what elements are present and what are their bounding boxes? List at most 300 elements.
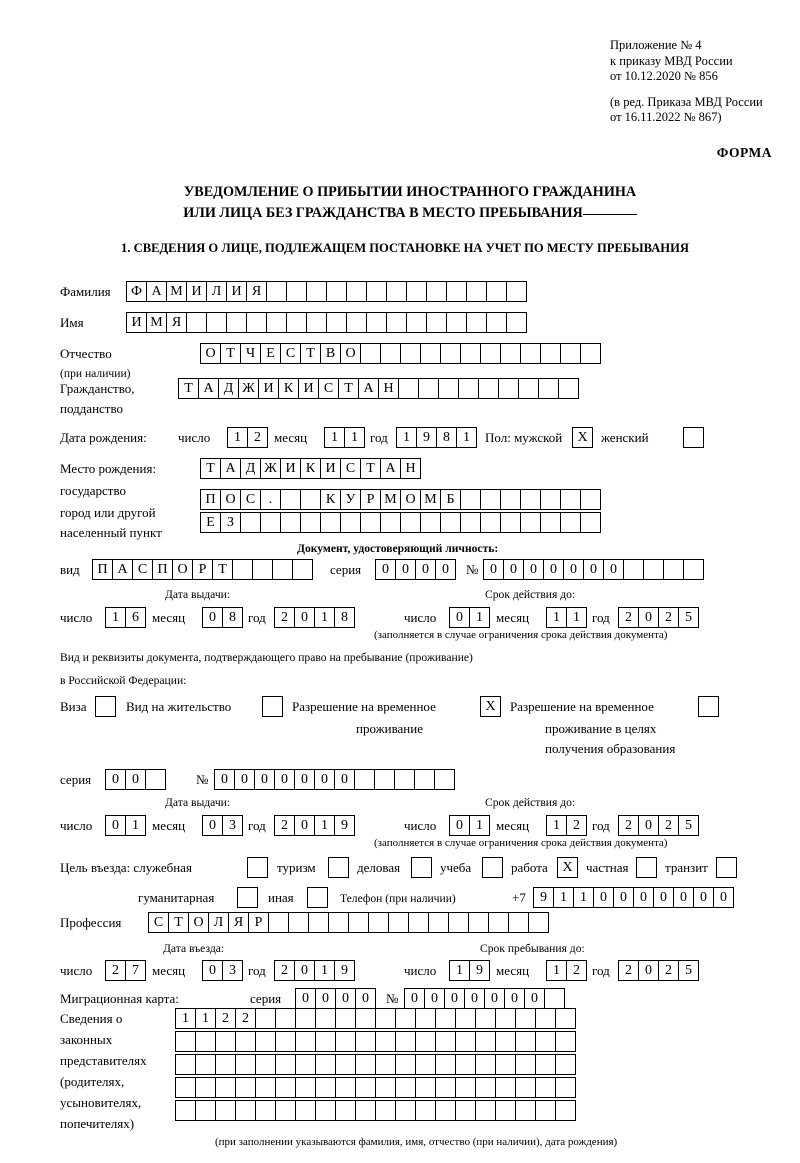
- form-cell[interactable]: 1: [456, 427, 477, 448]
- form-cell[interactable]: [306, 312, 327, 333]
- field-birthplace-city-line1[interactable]: [200, 489, 600, 510]
- form-cell[interactable]: М: [166, 281, 187, 302]
- form-cell[interactable]: [486, 281, 507, 302]
- field-doc-valid-day[interactable]: [449, 607, 489, 628]
- form-cell[interactable]: 0: [202, 960, 223, 981]
- form-cell[interactable]: 0: [295, 988, 316, 1009]
- form-cell[interactable]: [360, 512, 381, 533]
- form-cell[interactable]: 1: [469, 815, 490, 836]
- form-cell[interactable]: Р: [192, 559, 213, 580]
- form-cell[interactable]: 2: [658, 960, 679, 981]
- form-cell[interactable]: 2: [215, 1008, 236, 1029]
- form-cell[interactable]: [420, 343, 441, 364]
- form-cell[interactable]: [395, 1008, 416, 1029]
- form-cell[interactable]: [395, 1100, 416, 1121]
- form-cell[interactable]: 9: [469, 960, 490, 981]
- form-cell[interactable]: [380, 512, 401, 533]
- form-cell[interactable]: Р: [248, 912, 269, 933]
- form-cell[interactable]: [460, 512, 481, 533]
- form-cell[interactable]: [215, 1100, 236, 1121]
- form-cell[interactable]: [426, 281, 447, 302]
- form-cell[interactable]: Т: [168, 912, 189, 933]
- form-cell[interactable]: [380, 343, 401, 364]
- checkbox-purpose-private[interactable]: [636, 857, 656, 878]
- form-cell[interactable]: К: [278, 378, 299, 399]
- field-birth-year[interactable]: [396, 427, 476, 448]
- form-cell[interactable]: [275, 1054, 296, 1075]
- form-cell[interactable]: И: [186, 281, 207, 302]
- form-cell[interactable]: [495, 1008, 516, 1029]
- form-cell[interactable]: 2: [618, 960, 639, 981]
- form-cell[interactable]: [540, 489, 561, 510]
- form-cell[interactable]: 0: [464, 988, 485, 1009]
- checkbox-sex-male[interactable]: [572, 427, 592, 448]
- form-cell[interactable]: 8: [334, 607, 355, 628]
- form-cell[interactable]: 1: [125, 815, 146, 836]
- form-cell[interactable]: [406, 312, 427, 333]
- form-cell[interactable]: [480, 512, 501, 533]
- form-cell[interactable]: [295, 1054, 316, 1075]
- form-cell[interactable]: [455, 1031, 476, 1052]
- form-cell[interactable]: 2: [235, 1008, 256, 1029]
- form-cell[interactable]: [435, 1031, 456, 1052]
- form-cell[interactable]: [400, 512, 421, 533]
- form-cell[interactable]: 1: [314, 815, 335, 836]
- form-cell[interactable]: А: [358, 378, 379, 399]
- form-cell[interactable]: 0: [334, 769, 355, 790]
- form-cell[interactable]: [186, 312, 207, 333]
- form-cell[interactable]: 1: [546, 815, 567, 836]
- form-cell[interactable]: [355, 1031, 376, 1052]
- form-cell[interactable]: 1: [344, 427, 365, 448]
- checkbox-purpose-other[interactable]: [307, 887, 327, 908]
- form-cell[interactable]: 9: [334, 815, 355, 836]
- form-cell[interactable]: [375, 1054, 396, 1075]
- form-cell[interactable]: 0: [415, 559, 436, 580]
- form-cell[interactable]: И: [226, 281, 247, 302]
- form-cell[interactable]: [295, 1031, 316, 1052]
- field-name[interactable]: [126, 312, 526, 333]
- form-cell[interactable]: [95, 696, 116, 717]
- form-cell[interactable]: С: [340, 458, 361, 479]
- form-cell[interactable]: [580, 489, 601, 510]
- field-entry-month[interactable]: [202, 960, 242, 981]
- form-cell[interactable]: [540, 343, 561, 364]
- form-cell[interactable]: А: [380, 458, 401, 479]
- form-cell[interactable]: Д: [240, 458, 261, 479]
- form-cell[interactable]: [215, 1077, 236, 1098]
- form-cell[interactable]: [268, 912, 289, 933]
- form-cell[interactable]: [495, 1054, 516, 1075]
- form-cell[interactable]: С: [148, 912, 169, 933]
- form-cell[interactable]: К: [300, 458, 321, 479]
- form-cell[interactable]: [520, 343, 541, 364]
- form-cell[interactable]: [346, 312, 367, 333]
- form-cell[interactable]: И: [320, 458, 341, 479]
- form-cell[interactable]: [315, 1031, 336, 1052]
- form-cell[interactable]: [515, 1100, 536, 1121]
- form-cell[interactable]: .: [260, 489, 281, 510]
- form-cell[interactable]: Н: [378, 378, 399, 399]
- form-cell[interactable]: [426, 312, 447, 333]
- form-cell[interactable]: 0: [503, 559, 524, 580]
- form-cell[interactable]: [435, 1100, 456, 1121]
- form-cell[interactable]: Е: [200, 512, 221, 533]
- form-cell[interactable]: [663, 559, 684, 580]
- form-cell[interactable]: [415, 1008, 436, 1029]
- form-cell[interactable]: [255, 1100, 276, 1121]
- form-cell[interactable]: 0: [294, 769, 315, 790]
- checkbox-purpose-tourism[interactable]: [328, 857, 348, 878]
- form-cell[interactable]: [500, 343, 521, 364]
- form-cell[interactable]: [488, 912, 509, 933]
- form-cell[interactable]: А: [198, 378, 219, 399]
- form-cell[interactable]: [520, 489, 541, 510]
- form-cell[interactable]: 5: [678, 815, 699, 836]
- form-cell[interactable]: [418, 378, 439, 399]
- form-cell[interactable]: [175, 1031, 196, 1052]
- form-cell[interactable]: 0: [375, 559, 396, 580]
- form-cell[interactable]: [408, 912, 429, 933]
- form-cell[interactable]: [315, 1077, 336, 1098]
- form-cell[interactable]: [468, 912, 489, 933]
- form-cell[interactable]: О: [172, 559, 193, 580]
- form-cell[interactable]: [306, 281, 327, 302]
- form-cell[interactable]: 0: [214, 769, 235, 790]
- form-cell[interactable]: О: [200, 343, 221, 364]
- form-cell[interactable]: [252, 559, 273, 580]
- form-cell[interactable]: [275, 1100, 296, 1121]
- field-legal-rep-line-3[interactable]: [175, 1054, 575, 1075]
- checkbox-purpose-transit[interactable]: [716, 857, 736, 878]
- form-cell[interactable]: [475, 1054, 496, 1075]
- form-cell[interactable]: Т: [220, 343, 241, 364]
- form-cell[interactable]: У: [340, 489, 361, 510]
- form-cell[interactable]: [486, 312, 507, 333]
- form-cell[interactable]: О: [340, 343, 361, 364]
- form-cell[interactable]: [555, 1100, 576, 1121]
- form-cell[interactable]: 0: [125, 769, 146, 790]
- form-cell[interactable]: [175, 1100, 196, 1121]
- form-cell[interactable]: И: [280, 458, 301, 479]
- form-cell[interactable]: 0: [449, 607, 470, 628]
- form-cell[interactable]: [528, 912, 549, 933]
- form-cell[interactable]: Е: [260, 343, 281, 364]
- form-cell[interactable]: 2: [566, 815, 587, 836]
- checkbox-edu-residence[interactable]: [698, 696, 718, 717]
- form-cell[interactable]: 1: [553, 887, 574, 908]
- form-cell[interactable]: 0: [294, 960, 315, 981]
- field-birth-day[interactable]: [227, 427, 267, 448]
- form-cell[interactable]: А: [112, 559, 133, 580]
- form-cell[interactable]: [255, 1008, 276, 1029]
- form-cell[interactable]: [366, 312, 387, 333]
- form-cell[interactable]: [300, 512, 321, 533]
- form-cell[interactable]: [482, 857, 503, 878]
- form-cell[interactable]: 0: [504, 988, 525, 1009]
- form-cell[interactable]: 0: [673, 887, 694, 908]
- form-cell[interactable]: 0: [543, 559, 564, 580]
- form-cell[interactable]: Т: [212, 559, 233, 580]
- field-doc-series[interactable]: [375, 559, 455, 580]
- form-cell[interactable]: М: [420, 489, 441, 510]
- form-cell[interactable]: [308, 912, 329, 933]
- form-cell[interactable]: М: [380, 489, 401, 510]
- form-cell[interactable]: [455, 1100, 476, 1121]
- form-cell[interactable]: [340, 512, 361, 533]
- form-cell[interactable]: [315, 1054, 336, 1075]
- form-cell[interactable]: [355, 1054, 376, 1075]
- form-cell[interactable]: 8: [222, 607, 243, 628]
- form-cell[interactable]: [683, 427, 704, 448]
- form-cell[interactable]: 1: [314, 960, 335, 981]
- field-doc-number[interactable]: [483, 559, 703, 580]
- form-cell[interactable]: [145, 769, 166, 790]
- form-cell[interactable]: 9: [533, 887, 554, 908]
- form-cell[interactable]: [375, 1100, 396, 1121]
- form-cell[interactable]: [428, 912, 449, 933]
- form-cell[interactable]: [515, 1031, 536, 1052]
- form-cell[interactable]: [295, 1077, 316, 1098]
- form-cell[interactable]: [535, 1054, 556, 1075]
- form-cell[interactable]: [495, 1031, 516, 1052]
- form-cell[interactable]: [535, 1100, 556, 1121]
- field-patronymic[interactable]: [200, 343, 600, 364]
- form-cell[interactable]: 1: [449, 960, 470, 981]
- form-cell[interactable]: [247, 857, 268, 878]
- form-cell[interactable]: [206, 312, 227, 333]
- form-cell[interactable]: [255, 1077, 276, 1098]
- form-cell[interactable]: 0: [355, 988, 376, 1009]
- form-cell[interactable]: [328, 857, 349, 878]
- form-cell[interactable]: Т: [178, 378, 199, 399]
- form-cell[interactable]: 3: [222, 960, 243, 981]
- form-cell[interactable]: П: [92, 559, 113, 580]
- field-permit-number[interactable]: [214, 769, 454, 790]
- form-cell[interactable]: [448, 912, 469, 933]
- form-cell[interactable]: [366, 281, 387, 302]
- form-cell[interactable]: [300, 489, 321, 510]
- field-birthplace-country[interactable]: [200, 458, 420, 479]
- form-cell[interactable]: [280, 489, 301, 510]
- form-cell[interactable]: [280, 512, 301, 533]
- form-cell[interactable]: Д: [218, 378, 239, 399]
- form-cell[interactable]: 7: [125, 960, 146, 981]
- form-cell[interactable]: Х: [480, 696, 501, 717]
- field-stay-day[interactable]: [449, 960, 489, 981]
- form-cell[interactable]: [480, 489, 501, 510]
- form-cell[interactable]: 2: [618, 815, 639, 836]
- form-cell[interactable]: 0: [254, 769, 275, 790]
- form-cell[interactable]: [395, 1054, 416, 1075]
- form-cell[interactable]: [355, 1100, 376, 1121]
- form-cell[interactable]: [555, 1054, 576, 1075]
- field-stay-year[interactable]: [618, 960, 698, 981]
- form-cell[interactable]: [368, 912, 389, 933]
- form-cell[interactable]: [240, 512, 261, 533]
- form-cell[interactable]: [386, 312, 407, 333]
- form-cell[interactable]: 1: [546, 960, 567, 981]
- form-cell[interactable]: [520, 512, 541, 533]
- form-cell[interactable]: [515, 1008, 536, 1029]
- form-cell[interactable]: [435, 1054, 456, 1075]
- form-cell[interactable]: 0: [202, 607, 223, 628]
- form-cell[interactable]: [266, 281, 287, 302]
- form-cell[interactable]: [458, 378, 479, 399]
- form-cell[interactable]: [460, 489, 481, 510]
- field-doc-issue-year[interactable]: [274, 607, 354, 628]
- checkbox-residence-permit[interactable]: [262, 696, 282, 717]
- form-cell[interactable]: 2: [618, 607, 639, 628]
- field-doc-type[interactable]: [92, 559, 312, 580]
- checkbox-temp-residence[interactable]: [480, 696, 500, 717]
- form-cell[interactable]: 9: [334, 960, 355, 981]
- form-cell[interactable]: [555, 1031, 576, 1052]
- checkbox-visa[interactable]: [95, 696, 115, 717]
- form-cell[interactable]: [506, 281, 527, 302]
- form-cell[interactable]: [260, 512, 281, 533]
- form-cell[interactable]: [460, 343, 481, 364]
- field-entry-year[interactable]: [274, 960, 354, 981]
- form-cell[interactable]: О: [400, 489, 421, 510]
- form-cell[interactable]: Я: [228, 912, 249, 933]
- form-cell[interactable]: [446, 281, 467, 302]
- form-cell[interactable]: [215, 1031, 236, 1052]
- checkbox-sex-female[interactable]: [683, 427, 703, 448]
- form-cell[interactable]: Р: [360, 489, 381, 510]
- form-cell[interactable]: 0: [202, 815, 223, 836]
- form-cell[interactable]: 0: [693, 887, 714, 908]
- field-permit-issue-month[interactable]: [202, 815, 242, 836]
- form-cell[interactable]: Я: [246, 281, 267, 302]
- form-cell[interactable]: [262, 696, 283, 717]
- form-cell[interactable]: Т: [300, 343, 321, 364]
- form-cell[interactable]: [320, 512, 341, 533]
- field-citizenship[interactable]: [178, 378, 578, 399]
- form-cell[interactable]: [235, 1031, 256, 1052]
- form-cell[interactable]: [580, 512, 601, 533]
- form-cell[interactable]: 2: [274, 815, 295, 836]
- form-cell[interactable]: И: [298, 378, 319, 399]
- field-phone[interactable]: [533, 887, 733, 908]
- form-cell[interactable]: [400, 343, 421, 364]
- form-cell[interactable]: [335, 1008, 356, 1029]
- form-cell[interactable]: [346, 281, 367, 302]
- form-cell[interactable]: [266, 312, 287, 333]
- form-cell[interactable]: 2: [105, 960, 126, 981]
- form-cell[interactable]: 0: [603, 559, 624, 580]
- form-cell[interactable]: [518, 378, 539, 399]
- form-cell[interactable]: 9: [416, 427, 437, 448]
- form-cell[interactable]: [275, 1008, 296, 1029]
- form-cell[interactable]: [538, 378, 559, 399]
- form-cell[interactable]: [455, 1008, 476, 1029]
- form-cell[interactable]: [235, 1077, 256, 1098]
- form-cell[interactable]: [215, 1054, 236, 1075]
- form-cell[interactable]: 0: [653, 887, 674, 908]
- form-cell[interactable]: 2: [566, 960, 587, 981]
- checkbox-purpose-business[interactable]: [411, 857, 431, 878]
- form-cell[interactable]: 0: [335, 988, 356, 1009]
- form-cell[interactable]: [535, 1031, 556, 1052]
- field-doc-issue-day[interactable]: [105, 607, 145, 628]
- form-cell[interactable]: [235, 1100, 256, 1121]
- form-cell[interactable]: 0: [404, 988, 425, 1009]
- checkbox-purpose-service[interactable]: [247, 857, 267, 878]
- form-cell[interactable]: 1: [105, 607, 126, 628]
- form-cell[interactable]: 0: [294, 815, 315, 836]
- form-cell[interactable]: О: [188, 912, 209, 933]
- form-cell[interactable]: [326, 312, 347, 333]
- field-doc-valid-month[interactable]: [546, 607, 586, 628]
- form-cell[interactable]: [360, 343, 381, 364]
- checkbox-purpose-humanitarian[interactable]: [237, 887, 257, 908]
- form-cell[interactable]: [535, 1077, 556, 1098]
- form-cell[interactable]: 0: [449, 815, 470, 836]
- form-cell[interactable]: 1: [175, 1008, 196, 1029]
- field-legal-rep-line-1[interactable]: [175, 1008, 575, 1029]
- form-cell[interactable]: [636, 857, 657, 878]
- form-cell[interactable]: [295, 1008, 316, 1029]
- form-cell[interactable]: 0: [294, 607, 315, 628]
- form-cell[interactable]: [455, 1077, 476, 1098]
- form-cell[interactable]: [435, 1077, 456, 1098]
- form-cell[interactable]: [500, 489, 521, 510]
- form-cell[interactable]: 1: [314, 607, 335, 628]
- form-cell[interactable]: [315, 1100, 336, 1121]
- checkbox-purpose-study[interactable]: [482, 857, 502, 878]
- form-cell[interactable]: [255, 1054, 276, 1075]
- form-cell[interactable]: 6: [125, 607, 146, 628]
- form-cell[interactable]: 2: [274, 607, 295, 628]
- form-cell[interactable]: [555, 1077, 576, 1098]
- form-cell[interactable]: [246, 312, 267, 333]
- form-cell[interactable]: 0: [483, 559, 504, 580]
- form-cell[interactable]: 0: [524, 988, 545, 1009]
- form-cell[interactable]: [232, 559, 253, 580]
- form-cell[interactable]: [175, 1054, 196, 1075]
- form-cell[interactable]: [415, 1031, 436, 1052]
- form-cell[interactable]: И: [126, 312, 147, 333]
- form-cell[interactable]: 0: [435, 559, 456, 580]
- form-cell[interactable]: [406, 281, 427, 302]
- form-cell[interactable]: 0: [314, 769, 335, 790]
- form-cell[interactable]: З: [220, 512, 241, 533]
- form-cell[interactable]: [355, 1077, 376, 1098]
- form-cell[interactable]: [272, 559, 293, 580]
- form-cell[interactable]: 1: [573, 887, 594, 908]
- form-cell[interactable]: 0: [424, 988, 445, 1009]
- form-cell[interactable]: [580, 343, 601, 364]
- form-cell[interactable]: [500, 512, 521, 533]
- form-cell[interactable]: 0: [274, 769, 295, 790]
- field-permit-series[interactable]: [105, 769, 165, 790]
- form-cell[interactable]: [328, 912, 349, 933]
- field-birthplace-city-line2[interactable]: [200, 512, 600, 533]
- form-cell[interactable]: [475, 1100, 496, 1121]
- form-cell[interactable]: [195, 1031, 216, 1052]
- form-cell[interactable]: [355, 1008, 376, 1029]
- field-birth-month[interactable]: [324, 427, 364, 448]
- form-cell[interactable]: Т: [200, 458, 221, 479]
- form-cell[interactable]: [354, 769, 375, 790]
- form-cell[interactable]: 1: [469, 607, 490, 628]
- field-migration-number[interactable]: [404, 988, 564, 1009]
- form-cell[interactable]: 0: [105, 769, 126, 790]
- form-cell[interactable]: 1: [566, 607, 587, 628]
- form-cell[interactable]: 1: [546, 607, 567, 628]
- form-cell[interactable]: 0: [638, 607, 659, 628]
